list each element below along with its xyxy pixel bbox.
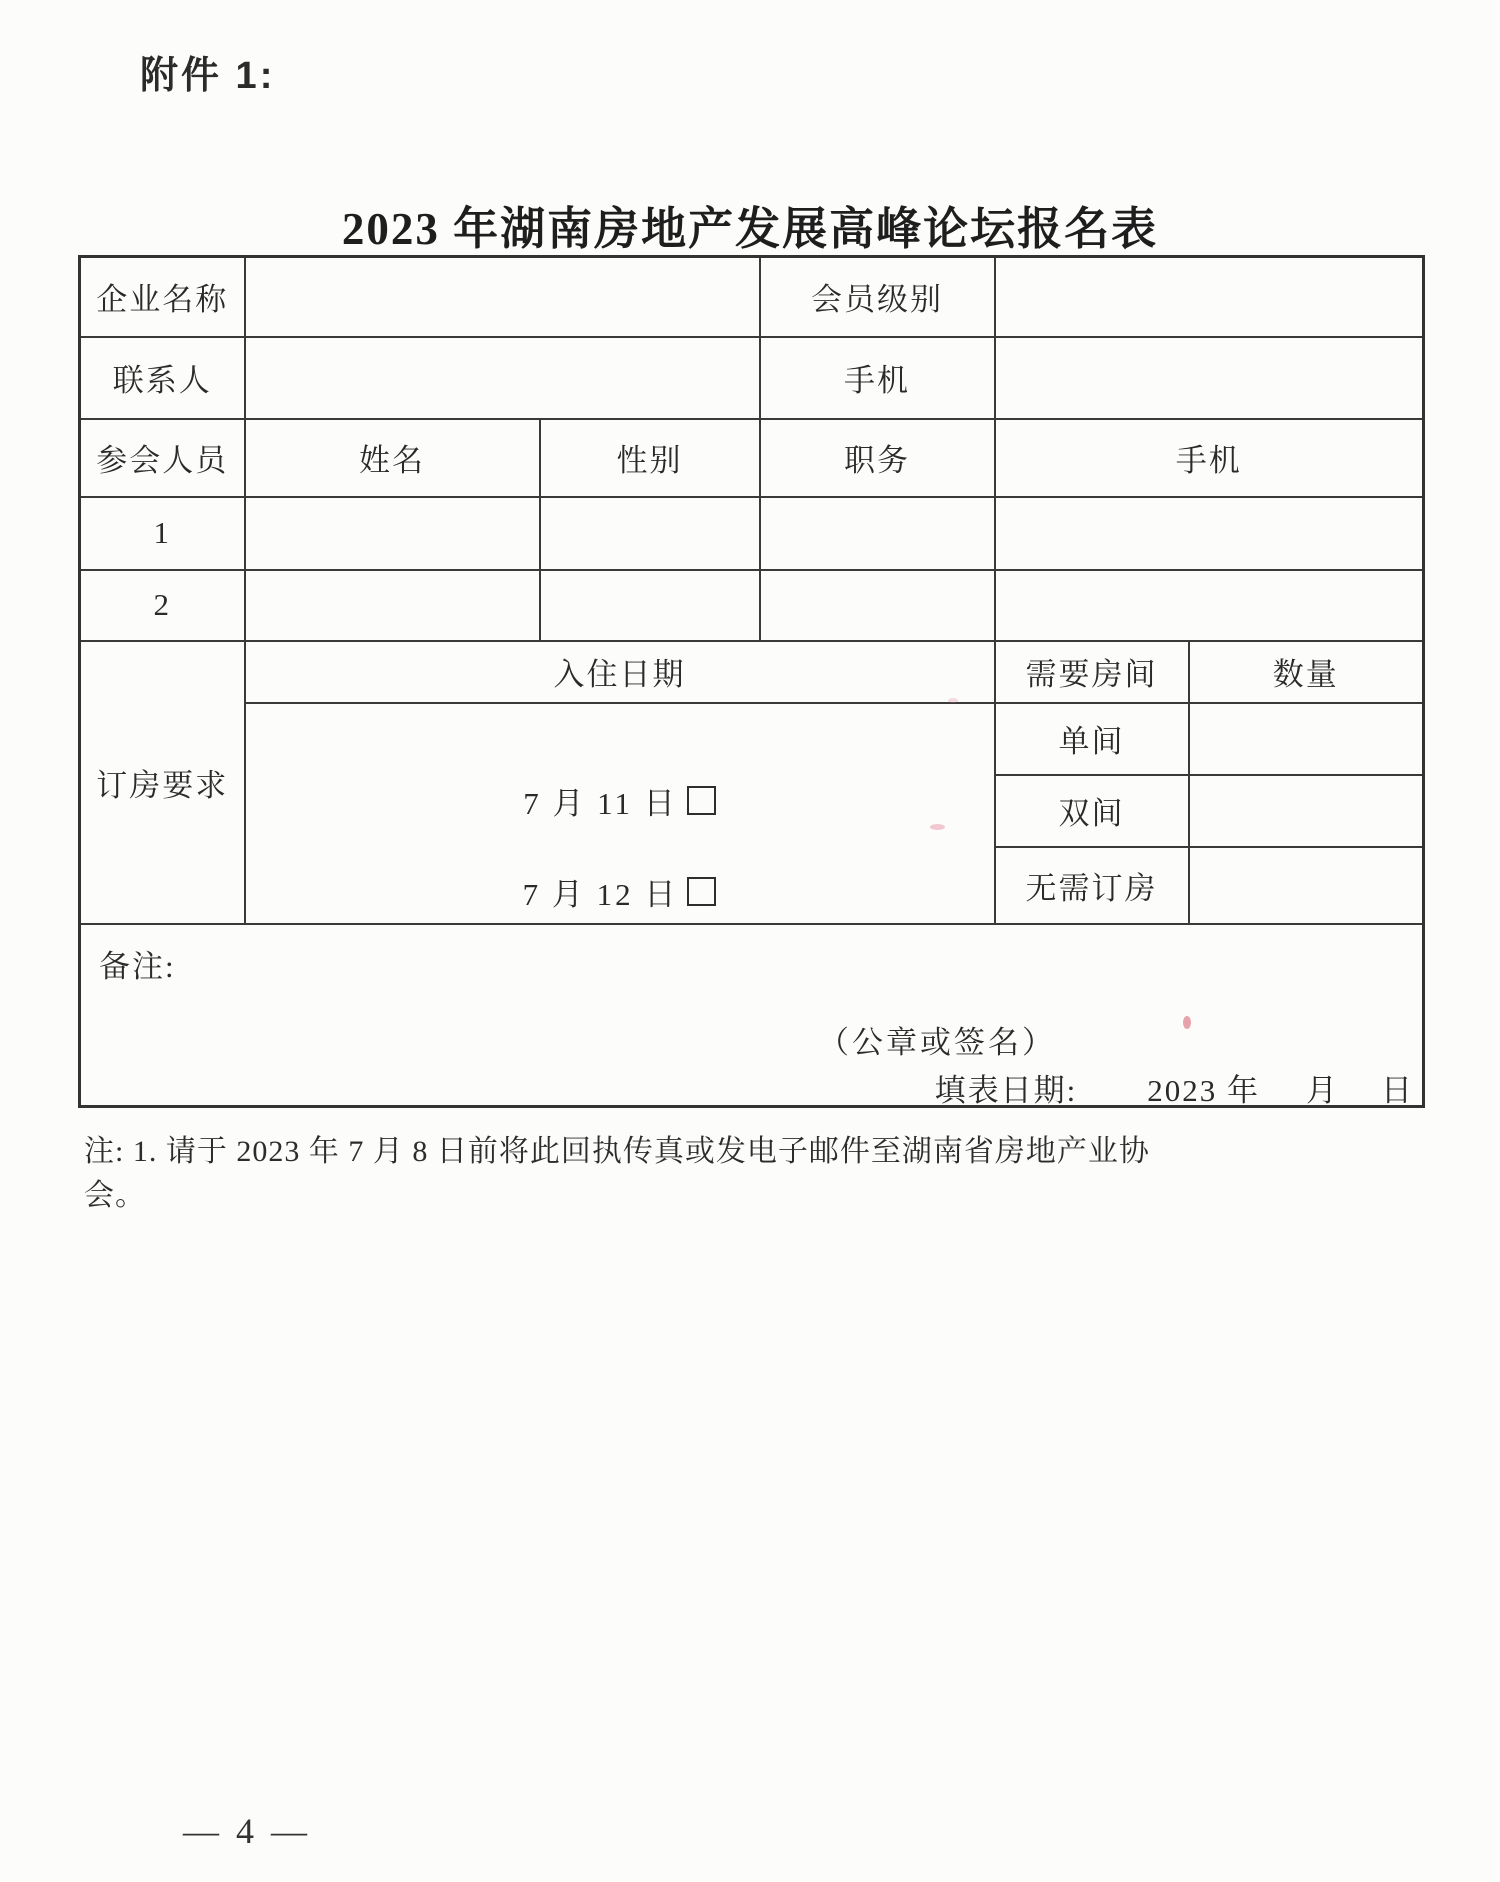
attendee-name-cell: [245, 570, 540, 641]
fill-date-year: 2023 年: [1147, 1072, 1260, 1107]
member-level-value-cell: [995, 257, 1424, 337]
company-name-label: 企业名称: [80, 257, 245, 337]
checkin-date-option-2: [523, 869, 717, 914]
attendee-phone-cell: [995, 497, 1424, 570]
company-row: [80, 257, 1424, 337]
quantity-header: 数量: [1189, 641, 1424, 703]
attendee-row-index: 2: [80, 570, 245, 641]
fill-date-day: 日: [1381, 1072, 1414, 1107]
attendee-position-cell: [760, 497, 995, 570]
booking-section-label: 订房要求: [80, 641, 245, 924]
booking-header-row: [80, 641, 1424, 703]
attendee-gender-cell: [540, 497, 760, 570]
checkin-date-header: 入住日期: [245, 641, 995, 703]
page-title: 2023 年湖南房地产发展高峰论坛报名表: [341, 204, 1159, 254]
contact-phone-label: 手机: [760, 337, 995, 419]
checkbox-icon: [687, 877, 716, 906]
attendee-row-index: 1: [80, 497, 245, 570]
attendee-phone-cell: [995, 570, 1424, 641]
attendee-position-cell: [760, 570, 995, 641]
attendee-name-cell: [245, 497, 540, 570]
room-type-label: 双间: [995, 775, 1189, 847]
room-qty-cell: [1189, 847, 1424, 924]
remarks-row: [80, 924, 1424, 1107]
checkin-date-options: [246, 712, 994, 914]
attendee-gender-cell: [540, 570, 760, 641]
attendees-section-label: 参会人员: [80, 419, 245, 497]
checkin-date-options-cell: [245, 703, 995, 924]
checkin-date-text: 7 月 12 日: [522, 877, 679, 912]
checkbox-icon: [687, 786, 716, 815]
checkin-date-text: 7 月 11 日: [523, 786, 678, 821]
page-number: — 4 —: [183, 1811, 311, 1851]
attendee-row-2: [80, 570, 1424, 641]
contact-person-value-cell: [245, 337, 760, 419]
room-needed-header: 需要房间: [995, 641, 1189, 703]
checkin-date-option-1: [523, 778, 716, 823]
room-type-label: 无需订房: [995, 847, 1189, 924]
attendee-position-header: 职务: [760, 419, 995, 497]
fill-date-month: 月: [1306, 1072, 1339, 1107]
attendees-header-row: [80, 419, 1424, 497]
fill-date-line: [935, 1065, 1414, 1107]
member-level-label: 会员级别: [760, 257, 995, 337]
footnote: 注: 1. 请于 2023 年 7 月 8 日前将此回执传真或发电子邮件至湖南省房地产业协会。: [84, 1135, 1150, 1212]
contact-row: [80, 337, 1424, 419]
attendee-gender-header: 性别: [540, 419, 760, 497]
room-row-single: [80, 703, 1424, 775]
room-qty-cell: [1189, 703, 1424, 775]
attendee-row-1: [80, 497, 1424, 570]
remarks-cell: [80, 924, 1424, 1107]
fill-date-label: 填表日期:: [934, 1072, 1078, 1107]
registration-form-table: [78, 255, 1425, 1108]
signature-hint: （公章或签名）: [818, 1024, 1056, 1060]
contact-phone-value-cell: [995, 337, 1424, 419]
attendee-phone-header: 手机: [995, 419, 1424, 497]
company-name-value-cell: [245, 257, 760, 337]
contact-person-label: 联系人: [80, 337, 245, 419]
room-qty-cell: [1189, 775, 1424, 847]
remarks-label: 备注:: [99, 948, 176, 984]
room-type-label: 单间: [995, 703, 1189, 775]
attachment-label: 附件 1:: [140, 55, 276, 97]
attendee-name-header: 姓名: [245, 419, 540, 497]
